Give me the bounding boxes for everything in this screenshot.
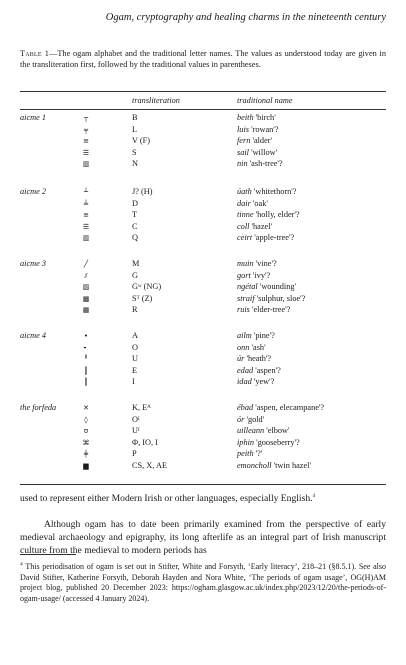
traditional-name-cell <box>237 438 300 447</box>
table-row <box>20 354 386 365</box>
traditional-name: ceirt <box>237 233 253 243</box>
table-label: Table 1 <box>20 49 50 58</box>
ogam-letter-icon: ╸ <box>83 343 89 352</box>
traditional-gloss: 'elbow' <box>264 426 290 436</box>
transliteration-cell: S <box>132 147 137 157</box>
table-row <box>20 366 386 377</box>
table-row <box>20 259 386 270</box>
traditional-name-cell <box>237 148 277 157</box>
ogam-letter-icon: • <box>83 332 89 340</box>
transliteration-cell: E <box>132 365 138 375</box>
traditional-name-cell <box>237 415 264 424</box>
transliteration-cell: J? (H) <box>132 187 153 196</box>
traditional-gloss: 'holly, elder'? <box>253 210 300 220</box>
table-row <box>20 233 386 244</box>
traditional-gloss: 'pine'? <box>251 331 275 340</box>
traditional-name: ngétal <box>237 282 258 292</box>
transliteration-cell: L <box>132 124 138 134</box>
traditional-gloss: 'twin hazel' <box>271 461 311 470</box>
traditional-name-cell <box>237 222 272 231</box>
traditional-gloss: 'aspen'? <box>253 365 281 375</box>
traditional-name-cell <box>237 282 296 291</box>
table-row <box>20 426 386 437</box>
transliteration-cell: M <box>132 259 140 268</box>
body-paragraph-1 <box>20 492 386 505</box>
ogam-letter-icon: ┬ <box>83 114 89 122</box>
traditional-gloss: 'wounding' <box>257 282 297 292</box>
traditional-gloss: 'aspen, elecampane'? <box>253 403 325 412</box>
traditional-name-cell <box>237 354 271 363</box>
transliteration-cell: N <box>132 159 138 169</box>
ogam-letter-icon: ▆ <box>83 462 89 470</box>
ogam-letter-icon: ⫽ <box>84 271 88 280</box>
traditional-name: edad <box>237 365 254 375</box>
ogam-letter-icon: ▩ <box>82 294 90 303</box>
traditional-gloss: 'birch' <box>253 113 276 122</box>
traditional-name: emoncholl <box>237 461 272 470</box>
traditional-name-cell <box>237 331 275 340</box>
column-header-traditional-name: traditional name <box>237 96 293 105</box>
ogam-letter-icon: ╹ <box>83 355 89 364</box>
transliteration-cell: P <box>132 449 137 459</box>
transliteration-cell: V (F) <box>132 136 151 146</box>
traditional-name-cell <box>237 305 290 314</box>
transliteration-cell: A <box>132 331 138 340</box>
ogam-letter-icon: ┃ <box>83 366 89 375</box>
transliteration-cell: I <box>132 377 135 387</box>
traditional-gloss: 'gooseberry'? <box>254 437 300 447</box>
traditional-name: iphin <box>237 437 255 447</box>
traditional-name: ébad <box>237 403 254 412</box>
traditional-gloss: 'hazel' <box>249 221 273 231</box>
ogam-letter-icon: ▦ <box>82 306 90 315</box>
table-row <box>20 159 386 170</box>
aicme-name: aicme 1 <box>20 113 47 122</box>
ogam-letter-icon: ┃ <box>83 378 89 387</box>
ogam-letter-icon: ◊ <box>84 415 88 424</box>
table-row <box>20 125 386 136</box>
footnote-mark: 4 <box>20 561 23 568</box>
traditional-name-cell <box>237 136 272 145</box>
table-row <box>20 403 386 414</box>
ogam-letter-icon: ʊ <box>83 427 89 436</box>
traditional-name: straif <box>237 293 255 303</box>
traditional-name: dair <box>237 198 251 208</box>
para1-text: used to represent either Modern Irish or other languages, especially English. <box>20 493 313 504</box>
traditional-gloss: 'apple-tree'? <box>252 233 295 243</box>
caption-text: —The ogam alphabet and the traditional letter names. The values as understood today are given in the transliteration first, followed by the traditional values in parentheses. <box>20 49 386 70</box>
table-top-rule <box>20 91 386 92</box>
traditional-gloss: 'vine'? <box>253 259 277 268</box>
ogam-letter-icon: ⌘ <box>82 438 90 447</box>
traditional-gloss: 'oak' <box>250 198 268 208</box>
traditional-name-cell <box>237 233 294 242</box>
footnote-text: This periodisation of ogam is set out in Stifter, White and Forsyth, ‘Early literacy’, 218–21 (§8.5.1). See also David Stifter, Katherine Forsyth, Deborah Hayden and Nora White, ‘The periods of ogam usage’, OG(H)AM project blog, published 20 December 2023: https://ogham.glasgow.ac.uk/index.php/2023/12/20/the-periods-of-ogam-usage/ (accessed 4 January 2024). <box>20 562 387 603</box>
table-row <box>20 377 386 388</box>
ogam-letter-icon: ▥ <box>82 234 90 243</box>
traditional-name: muin <box>237 259 254 268</box>
table-bottom-rule <box>20 484 386 485</box>
traditional-name-cell <box>237 159 283 168</box>
traditional-gloss: 'whitethorn'? <box>251 187 297 196</box>
traditional-name-cell <box>237 426 290 435</box>
column-header-transliteration: transliteration <box>132 96 180 105</box>
traditional-name-cell <box>237 461 311 470</box>
transliteration-cell: Sᵀ (Z) <box>132 293 153 303</box>
footnote-4 <box>20 562 386 604</box>
traditional-name: fern <box>237 136 251 146</box>
traditional-name: idad <box>237 377 252 387</box>
traditional-gloss: 'yew'? <box>251 377 275 387</box>
traditional-name: beith <box>237 113 254 122</box>
ogam-letter-icon: ▥ <box>82 160 90 169</box>
table-row <box>20 210 386 221</box>
transliteration-cell: C <box>132 221 138 231</box>
traditional-gloss: 'alder' <box>250 136 273 146</box>
traditional-name: nin <box>237 159 248 169</box>
traditional-gloss: 'sulphur, sloe'? <box>254 293 306 303</box>
ogam-letter-icon: ╧ <box>83 199 89 208</box>
ogam-letter-icon: ☰ <box>82 222 90 231</box>
traditional-name-cell <box>237 259 277 268</box>
traditional-name-cell <box>237 187 296 196</box>
table-row <box>20 222 386 233</box>
traditional-name: uilleann <box>237 426 265 436</box>
transliteration-cell: U <box>132 354 138 364</box>
traditional-name-cell <box>237 199 268 208</box>
body-paragraph-2: Although ogam has to date been primarily examined from the perspective of early medieval archaeology and epigraphy, its long afterlife as an integral part of Irish manuscript culture from the medieval to modern periods has <box>20 519 386 556</box>
ogam-letter-icon: ✕ <box>83 404 89 412</box>
traditional-name: onn <box>237 342 250 352</box>
ogam-letter-icon: ▨ <box>82 283 90 292</box>
traditional-name-cell <box>237 377 274 386</box>
traditional-name: úath <box>237 187 252 196</box>
table-row <box>20 449 386 460</box>
traditional-name-cell <box>237 210 300 219</box>
table-row <box>20 199 386 210</box>
transliteration-cell: Q <box>132 233 138 243</box>
transliteration-cell: G <box>132 270 138 280</box>
traditional-gloss: 'rowan'? <box>249 124 279 134</box>
transliteration-cell: T <box>132 210 138 220</box>
aicme-name: the forfeda <box>20 403 57 412</box>
table-row <box>20 294 386 305</box>
table-row <box>20 438 386 449</box>
transliteration-cell: B <box>132 113 138 122</box>
table-row <box>20 136 386 147</box>
table-row <box>20 343 386 354</box>
footnote-rule <box>20 554 76 555</box>
running-head: Ogam, cryptography and healing charms in the nineteenth century <box>105 12 386 23</box>
traditional-name: ailm <box>237 331 252 340</box>
traditional-name-cell <box>237 113 276 122</box>
transliteration-cell: K, Eᴬ <box>132 403 151 412</box>
table-row <box>20 271 386 282</box>
ogam-letter-icon: ≡ <box>83 137 89 146</box>
ogam-letter-icon: ╪ <box>83 450 89 459</box>
transliteration-cell: R <box>132 305 138 315</box>
traditional-gloss: 'ash-tree'? <box>247 159 283 169</box>
traditional-gloss: '?' <box>253 449 263 459</box>
traditional-name: tinne <box>237 210 254 220</box>
ogam-letter-icon: ╤ <box>83 125 89 134</box>
transliteration-cell: Gʷ (NG) <box>132 282 162 292</box>
table-row <box>20 148 386 159</box>
traditional-name-cell <box>237 271 270 280</box>
traditional-name-cell <box>237 294 305 303</box>
transliteration-cell: CS, X, AE <box>132 461 168 470</box>
ogam-letter-icon: ≡ <box>83 211 89 220</box>
traditional-name: gort <box>237 270 251 280</box>
table-caption <box>20 48 386 71</box>
transliteration-cell: Oᴵ <box>132 414 140 424</box>
transliteration-cell: Φ, IO, I <box>132 437 158 447</box>
transliteration-cell: Uᴵ <box>132 426 140 436</box>
traditional-gloss: 'ash' <box>249 342 266 352</box>
traditional-name-cell <box>237 343 266 352</box>
table-row <box>20 305 386 316</box>
transliteration-cell: O <box>132 342 138 352</box>
traditional-name-cell <box>237 125 278 134</box>
traditional-name-cell <box>237 403 324 412</box>
traditional-gloss: 'ivy'? <box>250 270 271 280</box>
aicme-name: aicme 2 <box>20 187 47 196</box>
table-row <box>20 331 386 342</box>
transliteration-cell: D <box>132 198 138 208</box>
traditional-gloss: 'heath'? <box>244 354 272 364</box>
ogam-letter-icon: ☰ <box>82 148 90 157</box>
traditional-gloss: 'willow' <box>249 147 278 157</box>
table-row <box>20 282 386 293</box>
traditional-name-cell <box>237 449 262 458</box>
table-row <box>20 415 386 426</box>
column-header-rule <box>20 109 386 110</box>
traditional-gloss: 'gold' <box>244 414 265 424</box>
aicme-name: aicme 3 <box>20 259 47 268</box>
traditional-gloss: 'elder-tree'? <box>249 305 291 315</box>
traditional-name: luis <box>237 124 249 134</box>
ogam-letter-icon: ╱ <box>83 260 89 268</box>
footnote-ref-4[interactable]: 4 <box>312 492 316 499</box>
traditional-name: úr <box>237 354 245 364</box>
traditional-name-cell <box>237 366 281 375</box>
traditional-name: coll <box>237 221 250 231</box>
traditional-name: peith <box>237 449 254 459</box>
aicme-name: aicme 4 <box>20 331 47 340</box>
traditional-name: sail <box>237 147 249 157</box>
table-row <box>20 113 386 124</box>
traditional-name: ór <box>237 414 245 424</box>
ogam-letter-icon: ┴ <box>83 188 89 196</box>
table-row <box>20 187 386 198</box>
traditional-name: ruis <box>237 305 250 315</box>
table-row <box>20 461 386 472</box>
